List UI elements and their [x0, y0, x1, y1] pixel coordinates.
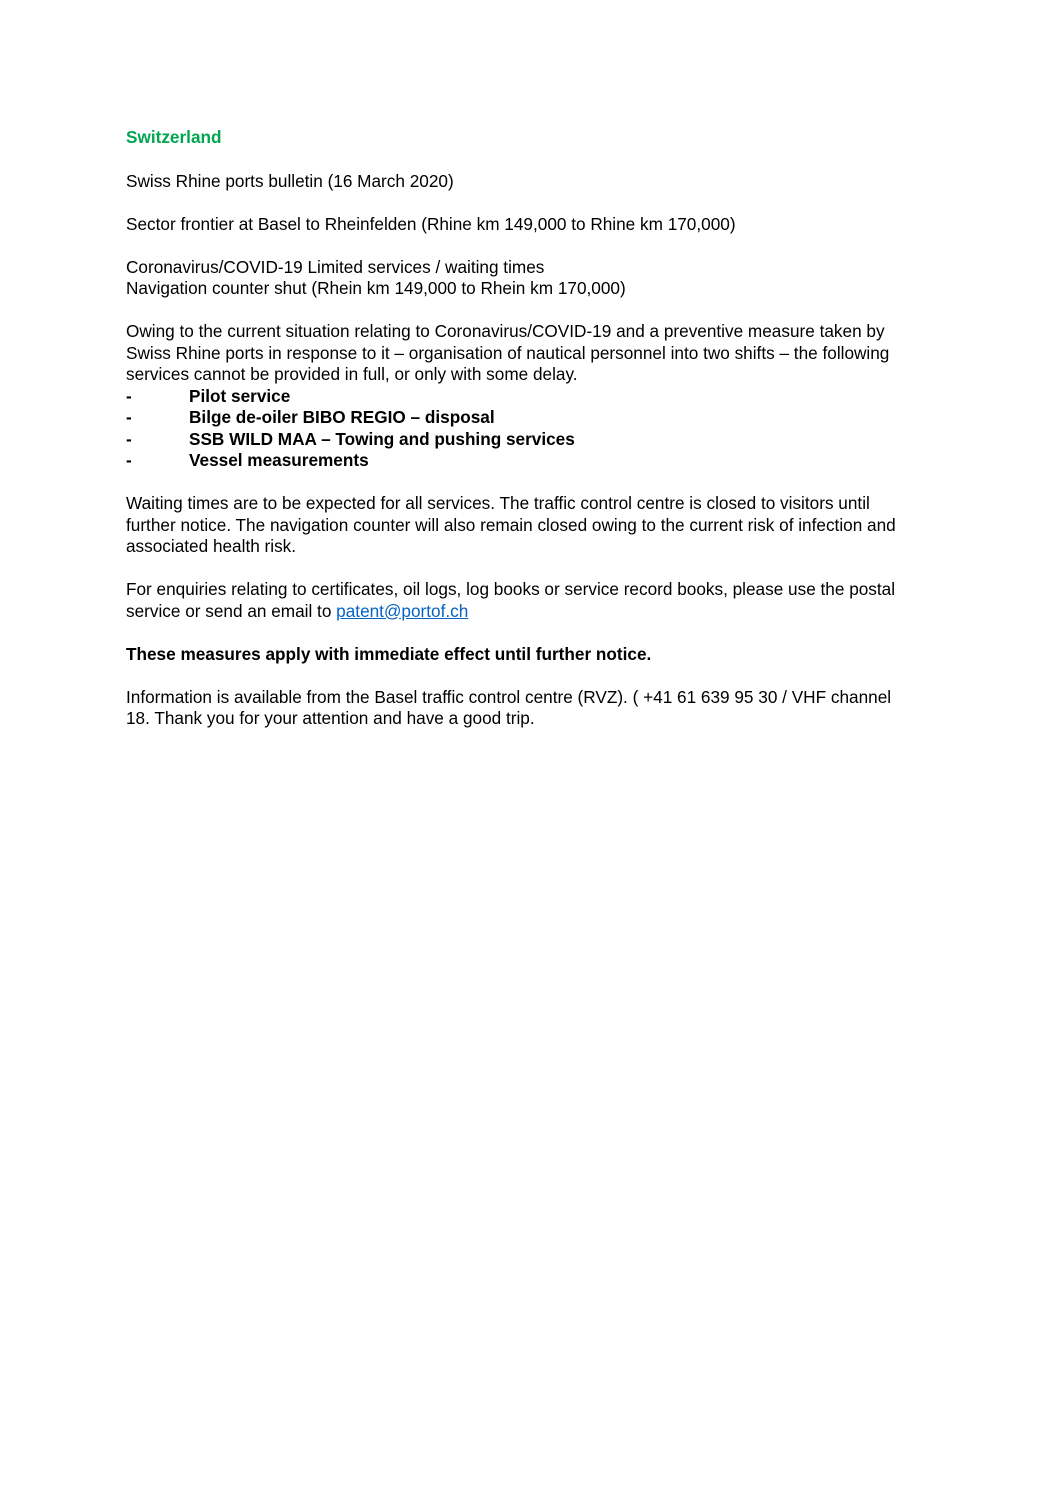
list-dash: - [126, 407, 132, 427]
list-item [126, 450, 946, 472]
bulletin-title: Swiss Rhine ports bulletin (16 March 2020) [126, 170, 454, 191]
waiting-line: further notice. The navigation counter will also remain closed owing to the current risk of infection and [126, 514, 896, 535]
intro-paragraph [126, 321, 946, 386]
waiting-line: Waiting times are to be expected for all services. The traffic control centre is closed to visitors until [126, 493, 870, 513]
document-page [126, 127, 946, 751]
service-label: Bilge de-oiler BIBO REGIO – disposal [189, 407, 495, 427]
intro-line: Swiss Rhine ports in response to it – organisation of nautical personnel into two shifts – the following [126, 342, 890, 363]
enquiries-line: For enquiries relating to certificates, oil logs, log books or service record books, please use the postal [126, 579, 896, 599]
services-list [126, 386, 946, 472]
notice-block [126, 257, 946, 300]
sector-description: Sector frontier at Basel to Rheinfelden (Rhine km 149,000 to Rhine km 170,000) [126, 213, 736, 234]
list-item [126, 386, 946, 408]
notice-line: Navigation counter shut (Rhein km 149,000 to Rhein km 170,000) [126, 278, 626, 298]
info-paragraph [126, 687, 946, 730]
list-dash: - [126, 450, 132, 470]
list-dash: - [126, 385, 132, 406]
enquiries-line [126, 601, 946, 623]
email-link[interactable]: patent@portof.ch [336, 600, 469, 621]
measures-notice: These measures apply with immediate effect until further notice. [126, 643, 652, 664]
enquiries-prefix: service or send an email to [126, 600, 337, 621]
intro-line: Owing to the current situation relating to Coronavirus/COVID-19 and a preventive measure taken by [126, 321, 885, 341]
service-label: Pilot service [189, 385, 291, 406]
list-item [126, 407, 946, 429]
notice-line: Coronavirus/COVID-19 Limited services / waiting times [126, 256, 545, 277]
info-line: Information is available from the Basel traffic control centre (RVZ). ( +41 61 639 95 30 / VHF channel [126, 686, 892, 707]
info-line: 18. Thank you for your attention and have a good trip. [126, 708, 535, 728]
list-dash: - [126, 428, 132, 449]
intro-line: services cannot be provided in full, or only with some delay. [126, 364, 578, 384]
list-item [126, 429, 946, 451]
waiting-line: associated health risk. [126, 536, 297, 556]
waiting-paragraph [126, 493, 946, 558]
service-label: Vessel measurements [189, 450, 369, 470]
enquiries-paragraph [126, 579, 946, 622]
country-heading: Switzerland [126, 127, 222, 147]
service-label: SSB WILD MAA – Towing and pushing services [189, 428, 575, 449]
